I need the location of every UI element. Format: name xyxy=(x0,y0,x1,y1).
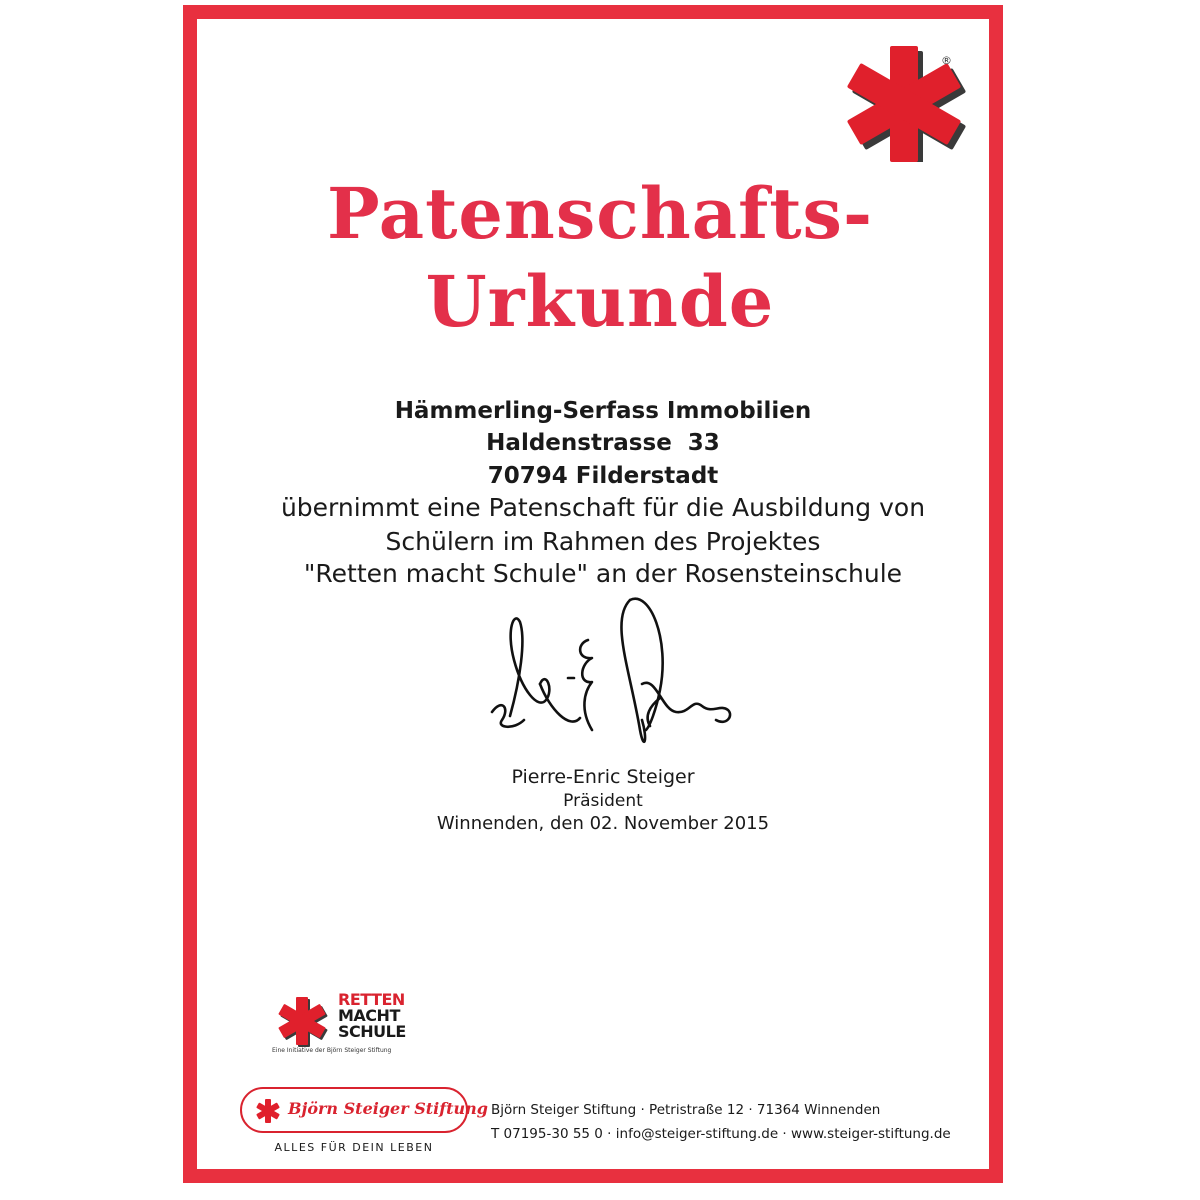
footer-address: Björn Steiger Stiftung · Petristraße 12 · 71364 Winnenden xyxy=(491,1102,881,1118)
place-and-date: Winnenden, den 02. November 2015 xyxy=(436,813,770,834)
handwritten-signature xyxy=(480,580,740,755)
red-asterisk-star-icon xyxy=(272,994,332,1048)
certificate-title-line2: Urkunde xyxy=(425,260,775,343)
retten-macht-schule-logo xyxy=(272,992,422,1062)
bjoern-steiger-stiftung-logo xyxy=(240,1087,488,1133)
footer-contact: T 07195-30 55 0 · info@steiger-stiftung.de · www.steiger-stiftung.de xyxy=(491,1126,951,1142)
recipient-street: Haldenstrasse 33 xyxy=(486,430,720,456)
statement-line3: "Retten macht Schule" an der Rosensteinschule xyxy=(303,559,903,588)
recipient-name: Hämmerling-Serfass Immobilien xyxy=(394,398,812,424)
rms-word-macht: MACHT xyxy=(338,1006,400,1025)
statement-line1: übernimmt eine Patenschaft für die Ausbildung von xyxy=(280,493,926,522)
bss-name: Björn Steiger Stiftung xyxy=(288,1099,488,1118)
red-asterisk-star-icon xyxy=(254,1097,282,1125)
rms-tagline: Eine Initiative der Björn Steiger Stiftung xyxy=(272,1047,392,1054)
bss-tagline: ALLES FÜR DEIN LEBEN xyxy=(274,1141,434,1154)
rms-word-schule: SCHULE xyxy=(338,1022,406,1041)
signer-role: Präsident xyxy=(563,791,643,811)
registered-mark: ® xyxy=(941,54,952,67)
recipient-city: 70794 Filderstadt xyxy=(487,463,719,489)
rms-word-retten: RETTEN xyxy=(338,990,405,1009)
signer-name: Pierre-Enric Steiger xyxy=(511,766,695,788)
statement-line2: Schülern im Rahmen des Projektes xyxy=(385,527,821,556)
certificate-title-line1: Patenschafts- xyxy=(326,172,874,255)
